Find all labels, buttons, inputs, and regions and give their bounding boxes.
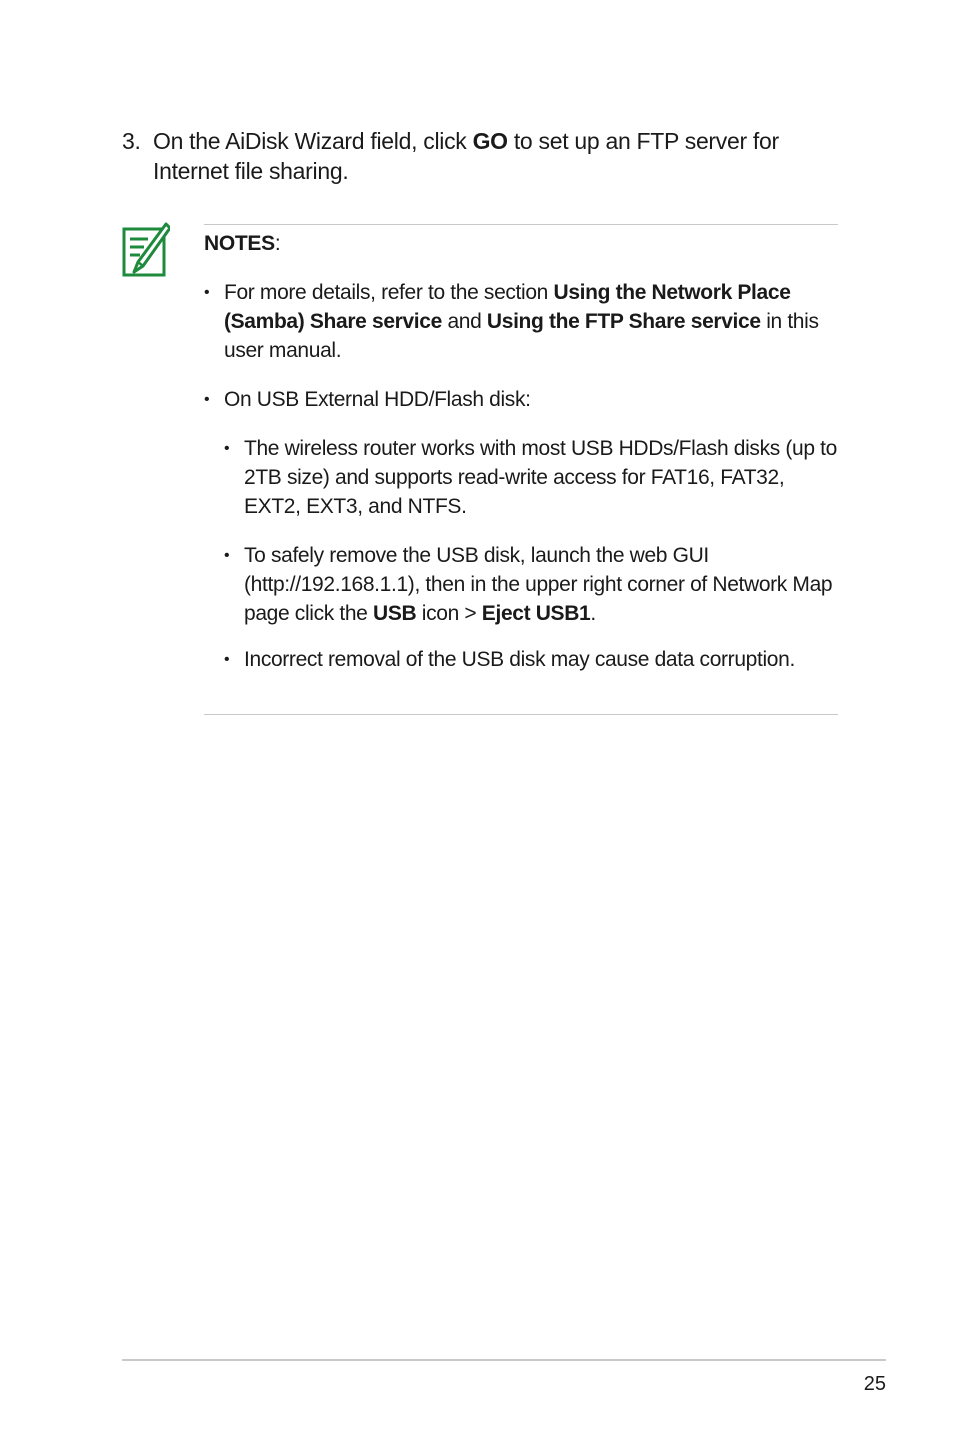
note-subitem-remove-text <box>244 541 838 628</box>
note-subitem-compat-text: The wireless router works with most USB HDDs/Flash disks (up to 2TB size) and supports read-write access for FAT16, FAT32, EXT2, EXT3, and NTFS. <box>244 437 837 518</box>
footer-rule <box>122 1359 886 1361</box>
go-label: GO <box>472 128 508 154</box>
b4-pre: To safely remove the USB disk, launch the web GUI (http://192.168.1.1), then in the upper right corner of Network Map page click the <box>244 544 833 625</box>
b1-mid: and <box>441 310 487 333</box>
note-subitem-corruption <box>224 645 838 674</box>
step-number: 3. <box>122 128 141 154</box>
step-3 <box>122 126 842 186</box>
note-item-details-text <box>224 278 844 365</box>
b1-bold-samba: Using the Network Place (Samba) Share service <box>224 281 791 333</box>
notes-title-label: NOTES <box>204 232 275 255</box>
note-item-usb-text: On USB External HDD/Flash disk: <box>224 388 531 411</box>
note-subitem-compat <box>224 434 838 521</box>
note-pencil-icon <box>122 222 170 278</box>
notes-title <box>204 229 280 259</box>
b4-mid: icon > <box>416 602 482 625</box>
note-subitem-corruption-text: Incorrect removal of the USB disk may cause data corruption. <box>244 648 795 671</box>
step-text <box>153 126 842 186</box>
bullet-glyph: • <box>204 284 210 301</box>
b4-bold-eject: Eject USB1 <box>481 602 591 625</box>
b4-bold-usb: USB <box>373 602 417 625</box>
notes-title-colon: : <box>274 232 281 255</box>
note-item-details <box>204 278 844 365</box>
bullet-glyph: • <box>224 547 230 564</box>
page-number: 25 <box>863 1373 886 1395</box>
step-text-post: to set up an FTP server for Internet file sharing. <box>153 128 779 184</box>
bullet-glyph: • <box>204 391 210 408</box>
b1-post: in this user manual. <box>224 310 819 362</box>
bullet-glyph: • <box>224 651 230 668</box>
bullet-glyph: • <box>224 440 230 457</box>
note-subitem-remove <box>224 541 838 628</box>
b1-bold-ftp: Using the FTP Share service <box>486 310 761 333</box>
notes-box <box>204 224 838 715</box>
note-item-usb <box>204 385 838 414</box>
b1-pre: For more details, refer to the section <box>224 281 554 304</box>
b4-post: . <box>590 602 596 625</box>
step-text-pre: On the AiDisk Wizard field, click <box>153 128 473 154</box>
